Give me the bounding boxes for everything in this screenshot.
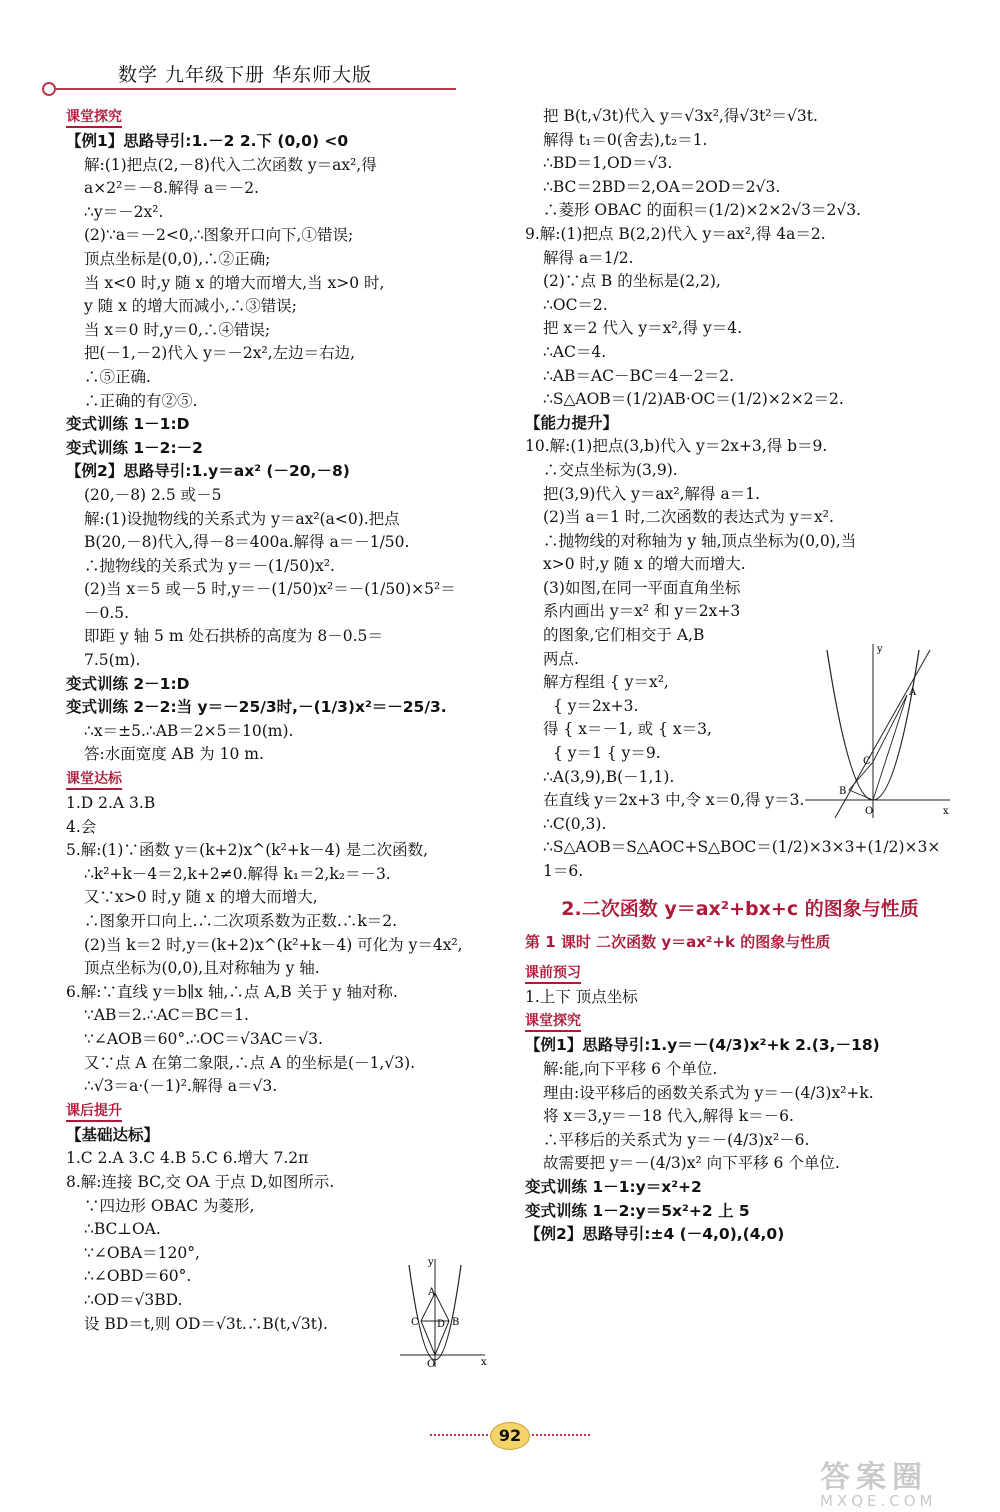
header-dot-left: [42, 82, 56, 96]
section-tag: 课后提升: [66, 1102, 122, 1122]
text-line: 将 x＝3,y＝－18 代入,解得 k＝－6.: [543, 1107, 794, 1126]
text-line: ∴OC＝2.: [543, 295, 608, 314]
text-line: ∴菱形 OBAC 的面积＝(1/2)×2×2√3＝2√3.: [543, 201, 862, 220]
text-line: 理由:设平移后的函数关系式为 y＝－(4/3)x²+k.: [543, 1083, 874, 1102]
text-line: 又∵x>0 时,y 随 x 的增大而增大,: [84, 888, 318, 907]
lesson-title: 第 1 课时 二次函数 y＝ax²+k 的图象与性质: [525, 933, 831, 952]
text-line: 把 B(t,√3t)代入 y＝√3x²,得√3t²＝√3t.: [543, 107, 818, 125]
text-line: 1.D 2.A 3.B: [66, 794, 156, 813]
text-line: ∴⑤正确.: [84, 367, 151, 386]
parabola-line-figure: [805, 640, 955, 820]
text-line: ∴y＝－2x².: [84, 202, 164, 221]
text-line: 设 BD＝t,则 OD＝√3t.∴B(t,√3t).: [84, 1314, 328, 1333]
text-line: 把(－1,－2)代入 y＝－2x²,左边＝右边,: [84, 344, 356, 363]
watermark-title: 答案圈: [820, 1460, 928, 1495]
page-number: 92: [490, 1422, 530, 1450]
section-tag-row: [525, 1009, 955, 1034]
heading-line: 变式训练 2－1:D: [66, 674, 190, 693]
text-line: 得 { x＝－1, 或 { x＝3,: [543, 720, 712, 739]
text-line: ∴图象开口向上.∴二次项系数为正数.∴k＝2.: [84, 912, 398, 930]
text-line: ∵∠OBA＝120°,: [84, 1243, 200, 1262]
text-line: 解方程组 { y＝x²,: [543, 673, 669, 692]
header-rule: [46, 88, 456, 90]
text-line: 8.解:连接 BC,交 OA 于点 D,如图所示.: [66, 1172, 335, 1191]
heading-line: 【例1】思路导引:1.－2 2.下 (0,0) <0: [66, 132, 349, 150]
text-line: －0.5.: [84, 603, 130, 622]
heading-line: 变式训练 1－2:－2: [66, 438, 203, 457]
text-line: (2)当 a＝1 时,二次函数的表达式为 y＝x².: [543, 508, 834, 527]
section-tag: 课堂探究: [525, 1012, 581, 1032]
fig1-label: x: [481, 1357, 487, 1368]
text-line: ∴抛物线的关系式为 y＝－(1/50)x².: [84, 556, 335, 575]
section-tag-row: [66, 105, 496, 130]
heading-line: 变式训练 1－1:y＝x²+2: [525, 1177, 702, 1196]
text-line: (2)当 x＝5 或－5 时,y＝－(1/50)x²＝－(1/50)×5²＝: [84, 580, 456, 599]
text-line: 6.解:∵直线 y＝b∥x 轴,∴点 A,B 关于 y 轴对称.: [66, 982, 398, 1001]
heading-line: 【能力提升】: [525, 413, 619, 432]
section-tag: 课堂探究: [66, 108, 122, 128]
text-line: 即距 y 轴 5 m 处石拱桥的高度为 8－0.5＝: [84, 627, 383, 646]
fig2-label: x: [943, 806, 949, 817]
text-line: 系内画出 y＝x² 和 y＝2x+3: [543, 602, 741, 621]
text-line: 解得 t₁＝0(舍去),t₂＝1.: [543, 130, 708, 149]
text-line: 顶点坐标为(0,0),且对称轴为 y 轴.: [84, 959, 320, 978]
text-line: ∴正确的有②⑤.: [84, 391, 198, 410]
text-line: 当 x＝0 时,y＝0,∴④错误;: [84, 320, 271, 339]
text-line: ∴S△AOB＝S△AOC+S△BOC＝(1/2)×3×3+(1/2)×3×: [543, 838, 941, 857]
text-line: (2)∵点 B 的坐标是(2,2),: [543, 272, 721, 291]
text-line: ∴√3＝a·(－1)².解得 a＝√3.: [84, 1077, 278, 1096]
section-tag-row: [66, 1099, 496, 1124]
text-line: ∴BC⊥OA.: [84, 1220, 161, 1239]
heading-line: 变式训练 2－2:当 y＝－25/3时,－(1/3)x²＝－25/3.: [66, 698, 447, 717]
fig2-label: B: [839, 786, 847, 797]
text-line: 答:水面宽度 AB 为 10 m.: [84, 745, 264, 764]
fig2-label: C: [863, 756, 871, 767]
text-line: 两点.: [543, 649, 579, 668]
text-line: ∴A(3,9),B(－1,1).: [543, 767, 675, 786]
text-line: (2)∵a＝－2<0,∴图象开口向下,①错误;: [84, 226, 354, 245]
text-line: (20,－8) 2.5 或－5: [84, 485, 222, 504]
left-column: [66, 105, 496, 1336]
heading-line: 【例2】思路导引:±4 (－4,0),(4,0): [525, 1225, 785, 1244]
text-line: 解:(1)设抛物线的关系式为 y＝ax²(a<0).把点: [84, 509, 400, 528]
text-line: 故需要把 y＝－(4/3)x² 向下平移 6 个单位.: [543, 1154, 840, 1173]
text-line: 在直线 y＝2x+3 中,令 x＝0,得 y＝3.: [543, 791, 805, 810]
page-header: [40, 58, 460, 98]
fig1-label: O: [427, 1359, 436, 1370]
watermark-url: MXQE.COM: [820, 1492, 937, 1510]
heading-line: 【例1】思路导引:1.y＝－(4/3)x²+k 2.(3,－18): [525, 1036, 880, 1055]
text-line: 1＝6.: [543, 862, 584, 880]
fig1-label: B: [452, 1317, 460, 1328]
footer-dots-left: [430, 1434, 488, 1438]
text-line: { y＝2x+3.: [553, 696, 639, 715]
text-line: x>0 时,y 随 x 的增大而增大.: [543, 555, 746, 574]
text-line: ∴平移后的关系式为 y＝－(4/3)x²－6.: [543, 1130, 810, 1149]
text-line: 解得 a＝1/2.: [543, 248, 634, 267]
text-line: ∴OD＝√3BD.: [84, 1290, 183, 1309]
text-line: ∴抛物线的对称轴为 y 轴,顶点坐标为(0,0),当: [543, 531, 857, 550]
fig2-label: O: [865, 806, 874, 817]
text-line: 把 x＝2 代入 y＝x²,得 y＝4.: [543, 319, 742, 338]
text-line: 又∵点 A 在第二象限,∴点 A 的坐标是(－1,√3).: [84, 1053, 416, 1072]
text-line: ∴交点坐标为(3,9).: [543, 460, 678, 479]
fig1-label: D: [437, 1319, 446, 1330]
fig2-label: A: [909, 687, 917, 698]
watermark: [820, 1452, 990, 1510]
fig1-label: C: [411, 1317, 419, 1328]
heading-line: 【基础达标】: [66, 1125, 160, 1144]
rhombus-parabola-figure: [395, 1255, 490, 1370]
text-line: 解:(1)把点(2,－8)代入二次函数 y＝ax²,得: [84, 155, 377, 174]
text-line: B(20,－8)代入,得－8＝400a.解得 a＝－1/50.: [84, 533, 410, 552]
text-line: ∴S△AOB＝(1/2)AB·OC＝(1/2)×2×2＝2.: [543, 390, 844, 409]
text-line: { y＝1 { y＝9.: [553, 744, 661, 763]
text-line: 顶点坐标是(0,0),∴②正确;: [84, 249, 271, 268]
text-line: ∵∠AOB＝60°.∴OC＝√3AC＝√3.: [84, 1029, 323, 1048]
text-line: 10.解:(1)把点(3,b)代入 y＝2x+3,得 b＝9.: [525, 437, 828, 456]
section-tag: 课前预习: [525, 964, 581, 984]
text-line: 1.C 2.A 3.C 4.B 5.C 6.增大 7.2π: [66, 1149, 309, 1168]
text-line: 1.上下 顶点坐标: [525, 987, 638, 1006]
text-line: ∴x＝±5.∴AB＝2×5＝10(m).: [84, 721, 294, 740]
text-line: a×2²＝－8.解得 a＝－2.: [84, 179, 260, 198]
text-line: 7.5(m).: [84, 651, 141, 670]
text-line: ∴AB＝AC－BC＝4－2＝2.: [543, 366, 735, 385]
text-line: (2)当 k＝2 时,y＝(k+2)x^(k²+k－4) 可化为 y＝4x²,: [84, 935, 463, 954]
heading-line: 【例2】思路导引:1.y＝ax² (－20,－8): [66, 462, 350, 481]
text-line: ∵四边形 OBAC 为菱形,: [84, 1196, 255, 1215]
text-line: ∴∠OBD＝60°.: [84, 1267, 192, 1286]
section-tag-row: [525, 961, 955, 986]
text-line: 4.会: [66, 817, 97, 836]
text-line: ∵AB＝2.∴AC＝BC＝1.: [84, 1006, 249, 1025]
text-line: y 随 x 的增大而减小,∴③错误;: [84, 297, 297, 316]
heading-line: 变式训练 1－2:y＝5x²+2 上 5: [525, 1201, 750, 1220]
heading-line: 变式训练 1－1:D: [66, 415, 190, 434]
text-line: ∴C(0,3).: [543, 814, 607, 833]
fig1-label: A: [428, 1287, 436, 1298]
text-line: 的图象,它们相交于 A,B: [543, 626, 705, 645]
text-line: ∴k²+k－4＝2,k+2≠0.解得 k₁＝2,k₂＝－3.: [84, 864, 391, 883]
header-title: 数学 九年级下册 华东师大版: [118, 64, 373, 86]
text-line: 把(3,9)代入 y＝ax²,解得 a＝1.: [543, 484, 761, 503]
chapter-title: 2.二次函数 y＝ax²+bx+c 的图象与性质: [561, 897, 919, 920]
text-line: ∴BD＝1,OD＝√3.: [543, 154, 673, 173]
text-line: 解:能,向下平移 6 个单位.: [543, 1059, 718, 1078]
section-tag: 课堂达标: [66, 770, 122, 790]
section-tag-row: [66, 767, 496, 792]
text-line: (3)如图,在同一平面直角坐标: [543, 578, 741, 597]
text-line: 当 x<0 时,y 随 x 的增大而增大,当 x>0 时,: [84, 273, 385, 292]
text-line: 9.解:(1)把点 B(2,2)代入 y＝ax²,得 4a＝2.: [525, 224, 826, 243]
text-line: 5.解:(1)∵函数 y＝(k+2)x^(k²+k－4) 是二次函数,: [66, 841, 429, 860]
footer-dots-right: [532, 1434, 590, 1438]
fig2-label: y: [877, 644, 883, 655]
text-line: ∴BC＝2BD＝2,OA＝2OD＝2√3.: [543, 177, 781, 196]
page-footer: [430, 1422, 590, 1452]
text-line: ∴AC＝4.: [543, 342, 607, 361]
fig1-label: y: [428, 1257, 434, 1268]
